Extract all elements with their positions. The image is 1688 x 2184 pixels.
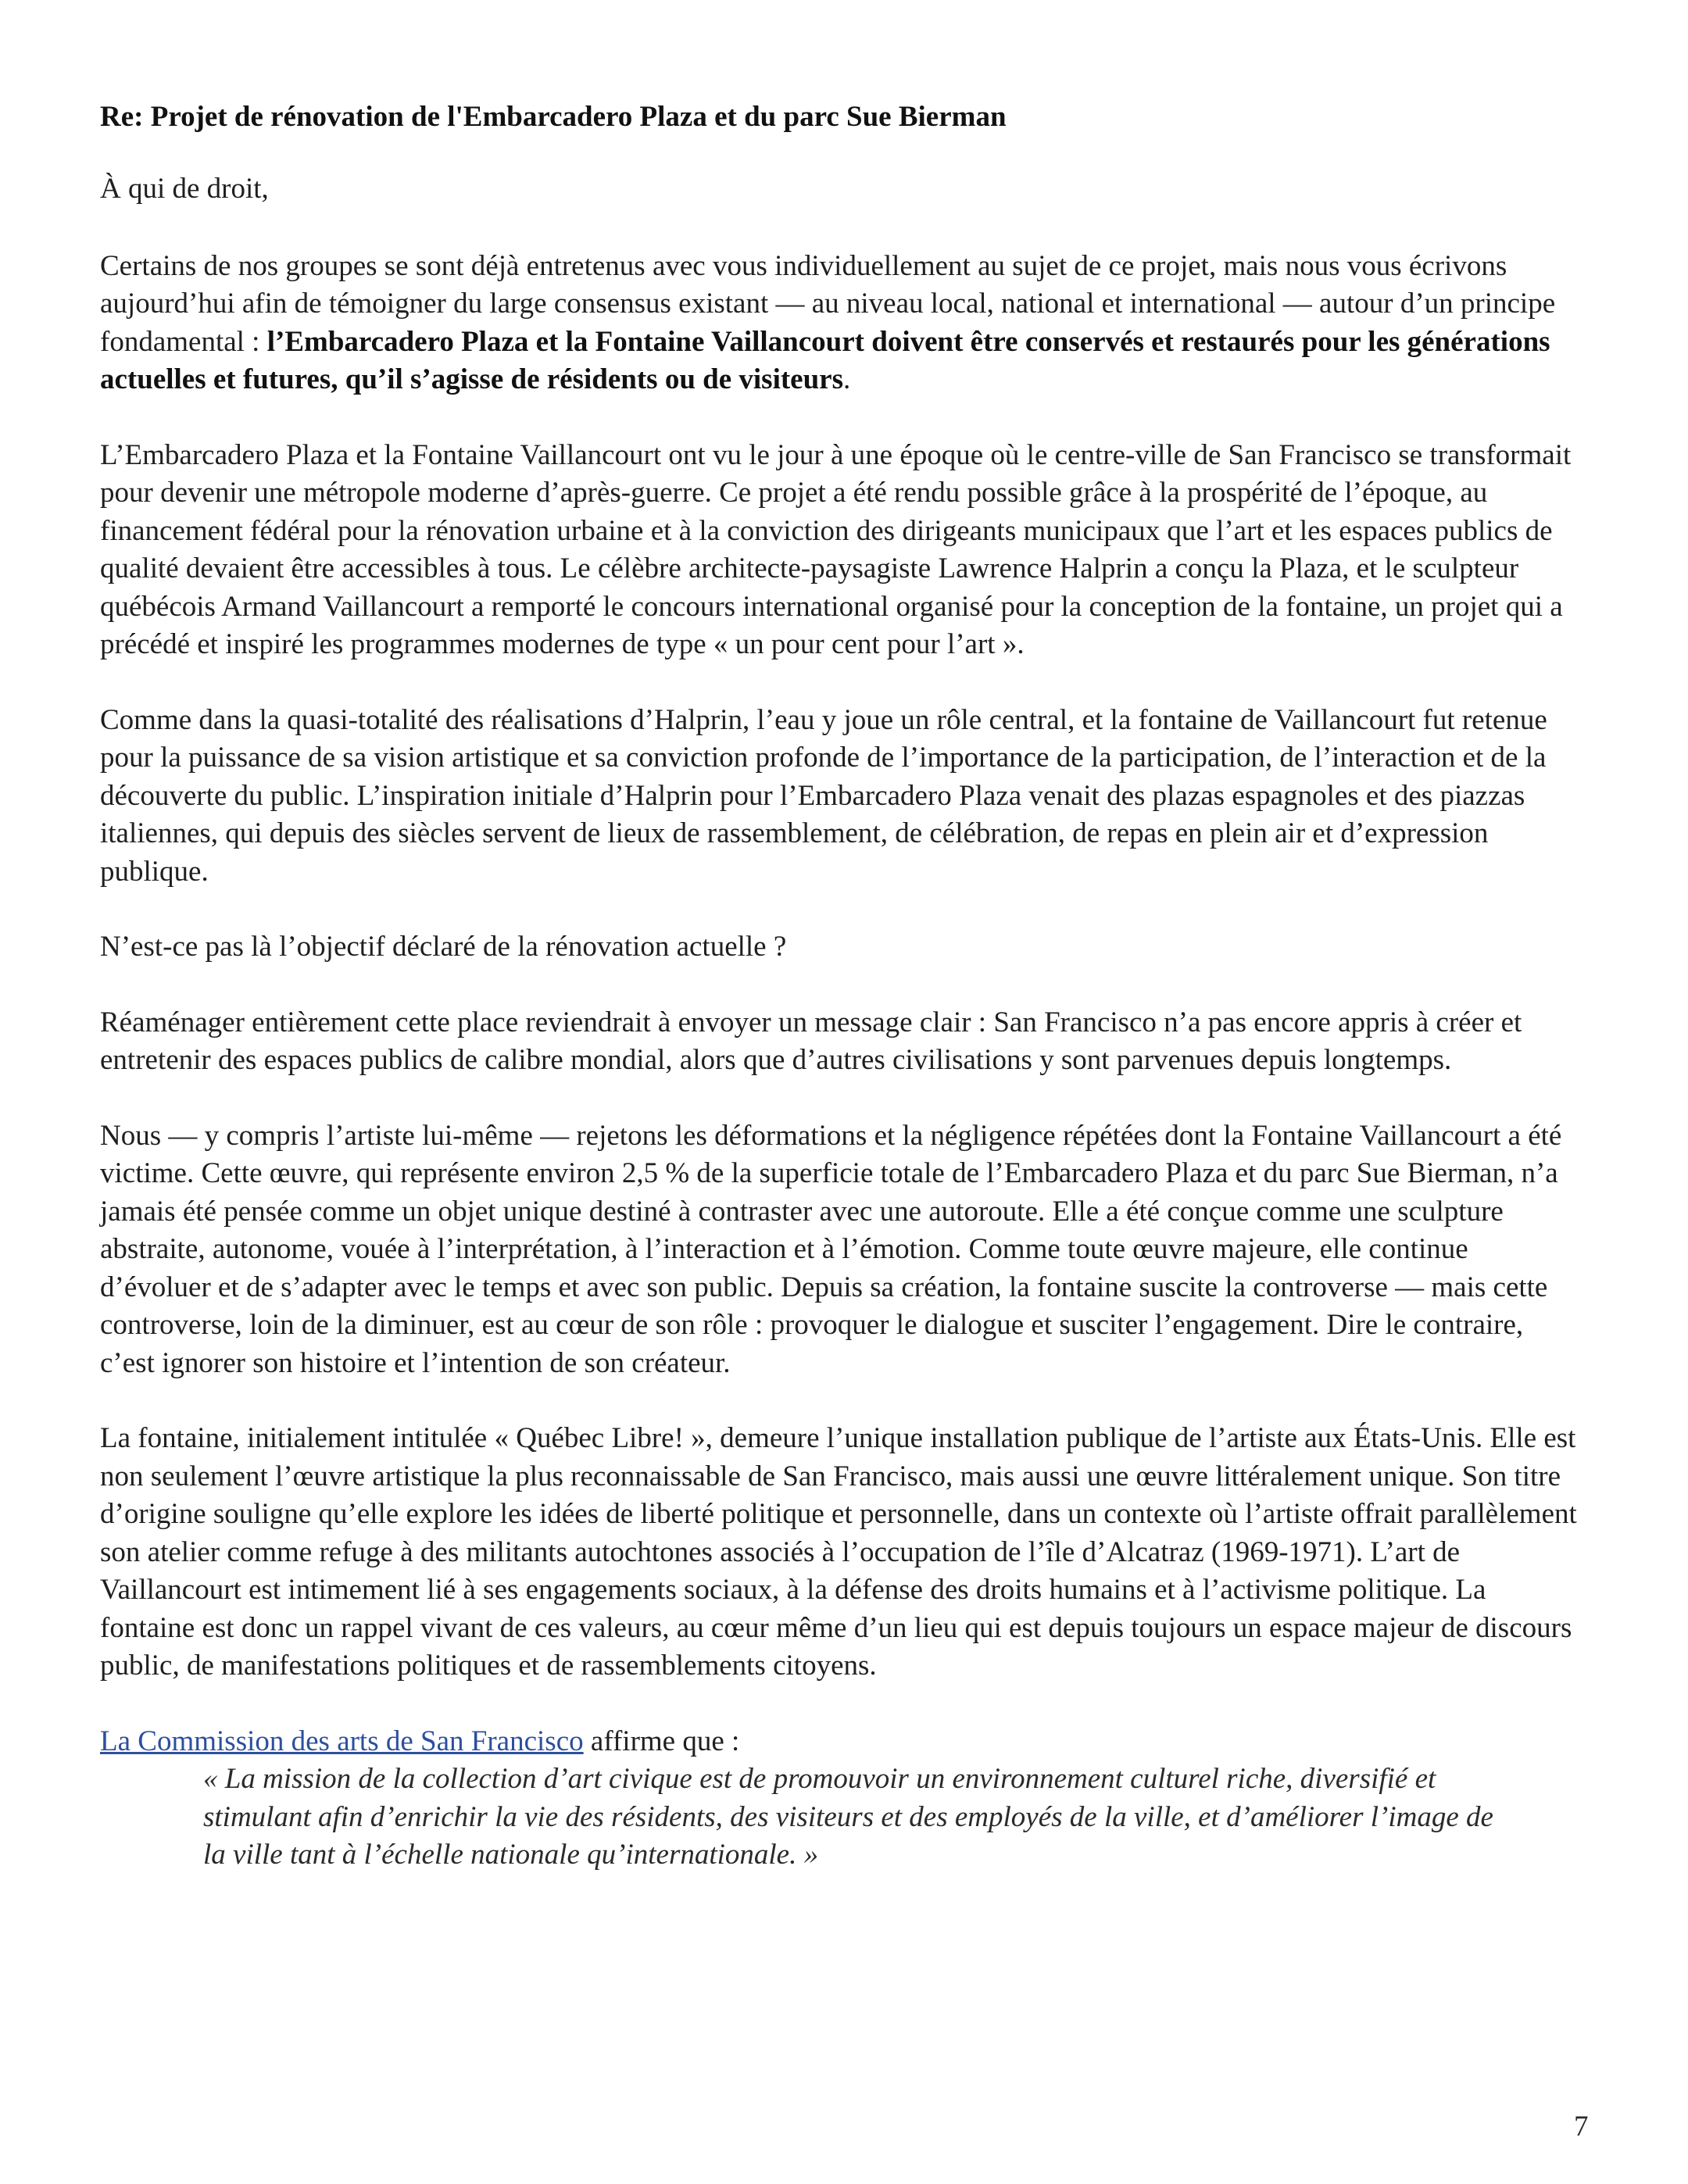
paragraph-consensus — [100, 248, 1585, 399]
letter-subject: Re: Projet de rénovation de l'Embarcadero Plaza et du parc Sue Bierman — [100, 101, 1007, 133]
paragraph-consensus-emphasis: l’Embarcadero Plaza et la Fontaine Vaillancourt doivent être conservés et restaurés pour les générations actuelles et futures, qu’il s’agisse de résidents ou de visiteurs — [100, 325, 1550, 395]
commission-intro — [100, 1723, 1585, 1761]
paragraph-consensus-end: . — [843, 363, 851, 395]
paragraph-consensus-text: Certains de nos groupes se sont déjà entretenus avec vous individuellement au sujet de ce projet, mais nous vous écrivons aujourd’hui afin de témoigner du large consensus existant — au niveau local, national et international — autour d’un principe fondamental : — [100, 249, 1556, 358]
paragraph-artist-position: Nous — y compris l’artiste lui-même — rejetons les déformations et la négligence répétées dont la Fontaine Vaillancourt a été victime. Cette œuvre, qui représente environ 2,5 % de la superficie totale de l’Embarcadero Plaza et du parc Sue Bierman, n’a jamais été pensée comme un objet unique destiné à contraster avec une autoroute. Elle a été conçue comme une sculpture abstraite, autonome, vouée à l’interprétation, à l’interaction et à l’émotion. Comme toute œuvre majeure, elle continue d’évoluer et de s’adapter avec le temps et avec son public. Depuis sa création, la fontaine suscite la controverse — mais cette controverse, loin de la diminuer, est au cœur de son rôle : provoquer le dialogue et susciter l’engagement. Dire le contraire, c’est ignorer son histoire et l’intention de son créateur. — [100, 1119, 1562, 1379]
paragraph-halprin: Comme dans la quasi-totalité des réalisations d’Halprin, l’eau y joue un rôle central, et la fontaine de Vaillancourt fut retenue pour la puissance de sa vision artistique et sa conviction profonde de l’importance de la participation, de l’interaction et de la découverte du public. L’inspiration initiale d’Halprin pour l’Embarcadero Plaza venait des plazas espagnoles et des piazzas italiennes, qui depuis des siècles servent de lieux de rassemblement, de célébration, de repas en plein air et d’expression publique. — [100, 703, 1547, 888]
paragraph-quebec-libre: La fontaine, initialement intitulée « Québec Libre! », demeure l’unique installation publique de l’artiste aux États-Unis. Elle est non seulement l’œuvre artistique la plus reconnaissable de San Francisco, mais aussi une œuvre littéralement unique. Son titre d’origine souligne qu’elle explore les idées de liberté politique et personnelle, dans un contexte où l’artiste offrait parallèlement son atelier comme refuge à des militants autochtones associés à l’occupation de l’île d’Alcatraz (1969-1971). L’art de Vaillancourt est intimement lié à ses engagements sociaux, à la défense des droits humains et à l’activisme politique. La fontaine est donc un rappel vivant de ces valeurs, au cœur même d’un lieu qui est depuis toujours un espace majeur de discours public, de manifestations politiques et de rassemblements citoyens. — [100, 1422, 1577, 1682]
salutation: À qui de droit, — [100, 173, 269, 205]
commission-after: affirme que : — [583, 1725, 740, 1757]
paragraph-message: Réaménager entièrement cette place reviendrait à envoyer un message clair : San Francisco n’a pas encore appris à créer et entretenir des espaces publics de calibre mondial, alors que d’autres civilisations y sont parvenues depuis longtemps. — [100, 1006, 1522, 1076]
paragraph-question: N’est-ce pas là l’objectif déclaré de la rénovation actuelle ? — [100, 931, 787, 963]
commission-quote: « La mission de la collection d’art civique est de promouvoir un environnement culturel riche, diversifié et stimulant afin d’enrichir la vie des résidents, des visiteurs et des employés de la ville, et d’améliorer l’image de la ville tant à l’échelle nationale qu’internationale. » — [203, 1763, 1493, 1871]
paragraph-history: L’Embarcadero Plaza et la Fontaine Vaillancourt ont vu le jour à une époque où le centre-ville de San Francisco se transformait pour devenir une métropole moderne d’après-guerre. Ce projet a été rendu possible grâce à la prospérité de l’époque, au financement fédéral pour la rénovation urbaine et à la conviction des dirigeants municipaux que l’art et les espaces publics de qualité devaient être accessibles à tous. Le célèbre architecte-paysagiste Lawrence Halprin a conçu la Plaza, et le sculpteur québécois Armand Vaillancourt a remporté le concours international organisé pour la conception de la fontaine, un projet qui a précédé et inspiré les programmes modernes de type « un pour cent pour l’art ». — [100, 438, 1572, 660]
commission-link[interactable]: La Commission des arts de San Francisco — [100, 1725, 584, 1757]
page-number: 7 — [1574, 2111, 1589, 2143]
letter-body — [100, 95, 1585, 1875]
